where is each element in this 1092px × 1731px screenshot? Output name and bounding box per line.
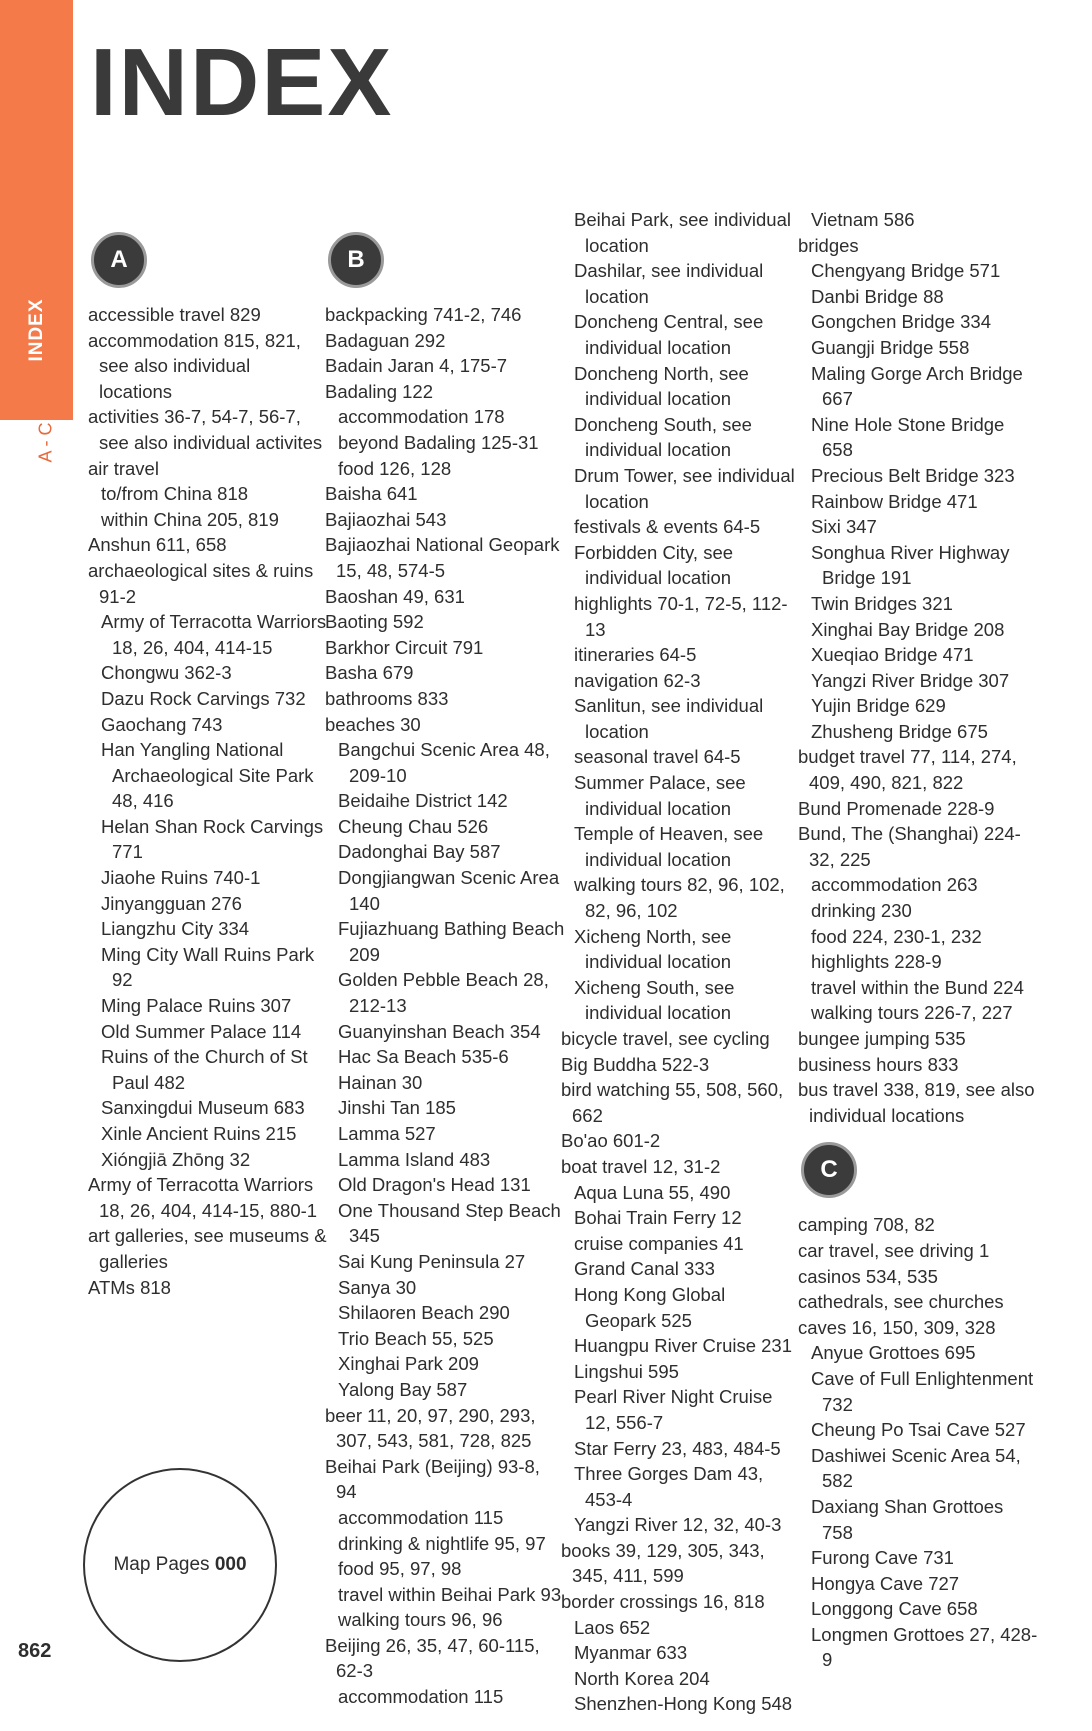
- index-subentry: Old Dragon's Head 131: [338, 1174, 531, 1196]
- index-subentry: travel within the Bund 224: [811, 976, 1024, 998]
- index-entry: Bo'ao 601-2: [561, 1130, 661, 1152]
- index-entry: Badain Jaran 4, 175-7: [325, 355, 508, 377]
- index-entry: ATMs 818: [88, 1276, 171, 1298]
- index-subentry: Myanmar 633: [574, 1642, 688, 1664]
- index-subentry: Bohai Train Ferry 12: [574, 1207, 742, 1229]
- index-entry: Baisha 641: [325, 483, 418, 505]
- index-subentry: Aqua Luna 55, 490: [574, 1181, 731, 1203]
- index-subentry: Hac Sa Beach 535-6: [338, 1046, 509, 1068]
- index-subentry: accommodation 263: [811, 874, 978, 896]
- index-subentry: Sai Kung Peninsula 27: [338, 1250, 526, 1272]
- index-subentry: Cheung Po Tsai Cave 527: [811, 1419, 1026, 1441]
- index-subentry: Jinyangguan 276: [101, 892, 242, 914]
- index-subentry: beyond Badaling 125-31: [338, 431, 539, 453]
- index-subentry: Grand Canal 333: [574, 1258, 715, 1280]
- index-entry: accessible travel 829: [88, 304, 261, 325]
- index-entry: Basha 679: [325, 662, 414, 684]
- index-entry: Army of Terracotta Warriors 18, 26, 404, 414-15, 880-1: [88, 1174, 318, 1221]
- index-subentry: Liangzhu City 334: [101, 918, 250, 940]
- index-subentry: Anyue Grottoes 695: [811, 1342, 976, 1364]
- index-entry: Baoting 592: [325, 611, 424, 633]
- index-subentry: food 126, 128: [338, 457, 452, 479]
- index-subentry: One Thousand Step Beach 345: [338, 1199, 561, 1247]
- index-subentry: Dadonghai Bay 587: [338, 841, 501, 863]
- index-subentry: Helan Shan Rock Carvings 771: [101, 815, 324, 863]
- index-subentry: walking tours 82, 96, 102, 82, 96, 102: [574, 874, 785, 922]
- index-entry: business hours 833: [798, 1053, 959, 1075]
- index-column-3: [561, 207, 801, 1717]
- index-subentry: accommodation 115: [338, 1506, 504, 1528]
- index-entry: accommodation 815, 821, see also individual locations: [88, 329, 301, 402]
- index-subentry: Cheung Chau 526: [338, 815, 489, 837]
- index-subentry: Gongchen Bridge 334: [811, 311, 991, 333]
- index-subentry: Xinle Ancient Ruins 215: [101, 1123, 297, 1144]
- index-entry: budget travel 77, 114, 274, 409, 490, 821, 822: [798, 746, 1017, 794]
- index-subentry: Old Summer Palace 114: [101, 1020, 302, 1042]
- index-subentry: Doncheng Central, see individual location: [574, 311, 764, 358]
- index-subentry: walking tours 96, 96: [338, 1609, 503, 1631]
- index-entry: caves 16, 150, 309, 328: [798, 1316, 996, 1338]
- index-subentry: walking tours 226-7, 227: [811, 1002, 1013, 1024]
- index-subentry: Chongwu 362-3: [101, 662, 232, 684]
- index-subentry: seasonal travel 64-5: [574, 746, 741, 768]
- index-subentry: food 95, 97, 98: [338, 1558, 462, 1580]
- index-entry: boat travel 12, 31-2: [561, 1155, 721, 1177]
- index-subentry: Guanyinshan Beach 354: [338, 1020, 541, 1042]
- letter-range: A - C: [35, 422, 56, 463]
- index-subentry: Three Gorges Dam 43, 453-4: [574, 1463, 764, 1510]
- index-subentry: Daxiang Shan Grottoes 758: [811, 1495, 1004, 1543]
- index-subentry: Dongjiangwan Scenic Area 140: [338, 867, 560, 914]
- index-subentry: Hong Kong Global Geopark 525: [574, 1283, 726, 1331]
- index-subentry: Doncheng North, see individual location: [574, 362, 749, 410]
- index-subentry: Xióngjiā Zhōng 32: [101, 1148, 251, 1170]
- index-subentry: Hainan 30: [338, 1071, 423, 1093]
- index-subentry: Lamma 527: [338, 1123, 436, 1144]
- index-subentry: Twin Bridges 321: [811, 592, 953, 614]
- index-subentry: food 224, 230-1, 232: [811, 925, 982, 947]
- index-subentry: Danbi Bridge 88: [811, 285, 944, 307]
- index-subentry: accommodation 115: [338, 1686, 504, 1708]
- letter-a-badge: A: [91, 232, 147, 288]
- index-subentry: Dashiwei Scenic Area 54, 582: [811, 1444, 1021, 1492]
- index-subentry: highlights 228-9: [811, 951, 942, 973]
- index-subentry: Star Ferry 23, 483, 484-5: [574, 1437, 781, 1459]
- index-subentry: Yalong Bay 587: [338, 1378, 468, 1400]
- index-subentry: Ming City Wall Ruins Park 92: [101, 943, 315, 991]
- page-number: 862: [18, 1640, 52, 1662]
- index-entry: Big Buddha 522-3: [561, 1053, 710, 1075]
- index-entry: Barkhor Circuit 791: [325, 636, 484, 658]
- index-subentry: Beihai Park, see individual location: [574, 209, 791, 256]
- index-subentry: Cave of Full Enlightenment 732: [811, 1367, 1034, 1415]
- index-entry: border crossings 16, 818: [561, 1591, 765, 1613]
- index-entry: bus travel 338, 819, see also individual locations: [798, 1079, 1035, 1126]
- map-pages-label: Map Pages: [113, 1554, 210, 1575]
- index-entry: bridges: [798, 234, 859, 256]
- index-subentry: Xueqiao Bridge 471: [811, 644, 974, 666]
- index-entry: bungee jumping 535: [798, 1028, 966, 1049]
- index-subentry: Sanxingdui Museum 683: [101, 1097, 305, 1119]
- index-entry: Baoshan 49, 631: [325, 585, 465, 607]
- index-entry: casinos 534, 535: [798, 1265, 938, 1287]
- index-subentry: Fujiazhuang Bathing Beach 209: [338, 918, 565, 965]
- index-subentry: highlights 70-1, 72-5, 112-13: [574, 592, 788, 640]
- index-subentry: Yujin Bridge 629: [811, 695, 946, 717]
- index-subentry: Han Yangling National Archaeological Site Park 48, 416: [101, 739, 314, 812]
- index-subentry: drinking & nightlife 95, 97: [338, 1532, 546, 1554]
- index-subentry: Temple of Heaven, see individual location: [574, 823, 764, 870]
- index-entry: Bajiaozhai National Geopark 15, 48, 574-5: [325, 534, 560, 581]
- index-subentry: Maling Gorge Arch Bridge 667: [811, 362, 1023, 410]
- index-subentry: Lingshui 595: [574, 1360, 679, 1382]
- index-subentry: festivals & events 64-5: [574, 516, 761, 538]
- index-subentry: Xinghai Bay Bridge 208: [811, 618, 1005, 640]
- index-entry: camping 708, 82: [798, 1214, 935, 1236]
- index-subentry: Gaochang 743: [101, 713, 223, 735]
- index-subentry: travel within Beihai Park 93: [338, 1583, 562, 1605]
- index-subentry: Sanya 30: [338, 1276, 417, 1298]
- map-pages-value: 000: [214, 1554, 247, 1575]
- index-subentry: Lamma Island 483: [338, 1148, 491, 1170]
- index-subentry: drinking 230: [811, 900, 912, 922]
- index-subentry: Shilaoren Beach 290: [338, 1302, 510, 1324]
- index-subentry: Xicheng North, see individual location: [574, 925, 732, 973]
- index-subentry: Forbidden City, see individual location: [574, 541, 734, 589]
- index-subentry: Army of Terracotta Warriors 18, 26, 404, 414-15: [101, 611, 327, 658]
- index-subentry: Trio Beach 55, 525: [338, 1327, 494, 1349]
- index-subentry: Summer Palace, see individual location: [574, 772, 746, 819]
- index-subentry: Nine Hole Stone Bridge 658: [811, 413, 1005, 461]
- index-entry: archaeological sites & ruins 91-2: [88, 559, 314, 607]
- index-entry: backpacking 741-2, 746: [325, 304, 522, 325]
- index-entry: art galleries, see museums & galleries: [88, 1225, 327, 1272]
- index-subentry: itineraries 64-5: [574, 644, 697, 666]
- index-subentry: Dazu Rock Carvings 732: [101, 687, 306, 709]
- index-subentry: Jiaohe Ruins 740-1: [101, 867, 261, 889]
- index-entry: Bajiaozhai 543: [325, 508, 447, 530]
- index-subentry: Furong Cave 731: [811, 1547, 954, 1569]
- index-subentry: Dashilar, see individual location: [574, 260, 764, 307]
- index-subentry: Bangchui Scenic Area 48, 209-10: [338, 739, 550, 786]
- index-entry: activities 36-7, 54-7, 56-7, see also individual activites: [88, 406, 323, 453]
- index-subentry: Ruins of the Church of St Paul 482: [101, 1046, 308, 1093]
- index-subentry: Shenzhen-Hong Kong 548: [574, 1693, 793, 1715]
- index-subentry: Guangji Bridge 558: [811, 336, 970, 358]
- index-entry: beaches 30: [325, 713, 421, 735]
- index-subentry: Chengyang Bridge 571: [811, 260, 1001, 282]
- index-subentry: to/from China 818: [101, 483, 249, 505]
- index-subentry: Yangzi River Bridge 307: [811, 669, 1010, 691]
- index-subentry: Longgong Cave 658: [811, 1598, 978, 1620]
- page-title: INDEX: [90, 29, 394, 136]
- index-subentry: North Korea 204: [574, 1667, 710, 1689]
- letter-c-badge: C: [801, 1142, 857, 1198]
- index-entry: bird watching 55, 508, 560, 662: [561, 1079, 784, 1126]
- index-subentry: Xicheng South, see individual location: [574, 976, 735, 1024]
- index-subentry: Songhua River Highway Bridge 191: [811, 541, 1010, 589]
- index-subentry: Zhusheng Bridge 675: [811, 720, 988, 742]
- index-subentry: Drum Tower, see individual location: [574, 464, 795, 512]
- index-subentry: Laos 652: [574, 1616, 651, 1638]
- index-subentry: navigation 62-3: [574, 669, 701, 691]
- index-subentry: Pearl River Night Cruise 12, 556-7: [574, 1386, 773, 1433]
- index-entry: car travel, see driving 1: [798, 1239, 990, 1261]
- index-subentry: Jinshi Tan 185: [338, 1097, 456, 1119]
- index-subentry: Sanlitun, see individual location: [574, 695, 764, 742]
- index-subentry: Ming Palace Ruins 307: [101, 995, 292, 1017]
- index-subentry: Doncheng South, see individual location: [574, 413, 752, 461]
- letter-b-badge: B: [328, 232, 384, 288]
- index-column-1: [88, 232, 328, 1300]
- index-entry: Anshun 611, 658: [88, 534, 227, 556]
- index-entry: bicycle travel, see cycling: [561, 1028, 770, 1049]
- index-entry: bathrooms 833: [325, 687, 449, 709]
- index-subentry: Rainbow Bridge 471: [811, 490, 978, 512]
- index-column-2: [325, 232, 565, 1710]
- index-subentry: Xinghai Park 209: [338, 1353, 479, 1375]
- index-subentry: Vietnam 586: [811, 209, 915, 230]
- index-entry: Bund, The (Shanghai) 224-32, 225: [798, 823, 1021, 870]
- index-entry: Beihai Park (Beijing) 93-8, 94: [325, 1455, 540, 1503]
- index-subentry: Sixi 347: [811, 516, 877, 538]
- map-pages-callout: [83, 1468, 277, 1662]
- index-subentry: Golden Pebble Beach 28, 212-13: [338, 969, 549, 1017]
- index-subentry: Beidaihe District 142: [338, 790, 508, 812]
- index-entry: beer 11, 20, 97, 290, 293, 307, 543, 581, 728, 825: [325, 1404, 536, 1452]
- index-subentry: Longmen Grottoes 27, 428-9: [811, 1623, 1038, 1671]
- index-entry: cathedrals, see churches: [798, 1291, 1004, 1313]
- index-subentry: Yangzi River 12, 32, 40-3: [574, 1514, 782, 1536]
- index-entry: Beijing 26, 35, 47, 60-115, 62-3: [325, 1634, 540, 1682]
- index-entry: Bund Promenade 228-9: [798, 797, 995, 819]
- index-entry: books 39, 129, 305, 343, 345, 411, 599: [561, 1539, 765, 1587]
- index-subentry: Hongya Cave 727: [811, 1572, 960, 1594]
- index-subentry: Precious Belt Bridge 323: [811, 464, 1015, 486]
- index-subentry: Huangpu River Cruise 231: [574, 1335, 793, 1357]
- index-entry: Badaling 122: [325, 380, 434, 402]
- index-entry: air travel: [88, 457, 159, 479]
- index-subentry: accommodation 178: [338, 406, 505, 428]
- index-column-4: [798, 207, 1038, 1673]
- index-subentry: cruise companies 41: [574, 1232, 744, 1254]
- section-tab-label: INDEX: [25, 298, 47, 362]
- index-entry: Badaguan 292: [325, 329, 446, 351]
- index-subentry: within China 205, 819: [101, 508, 279, 530]
